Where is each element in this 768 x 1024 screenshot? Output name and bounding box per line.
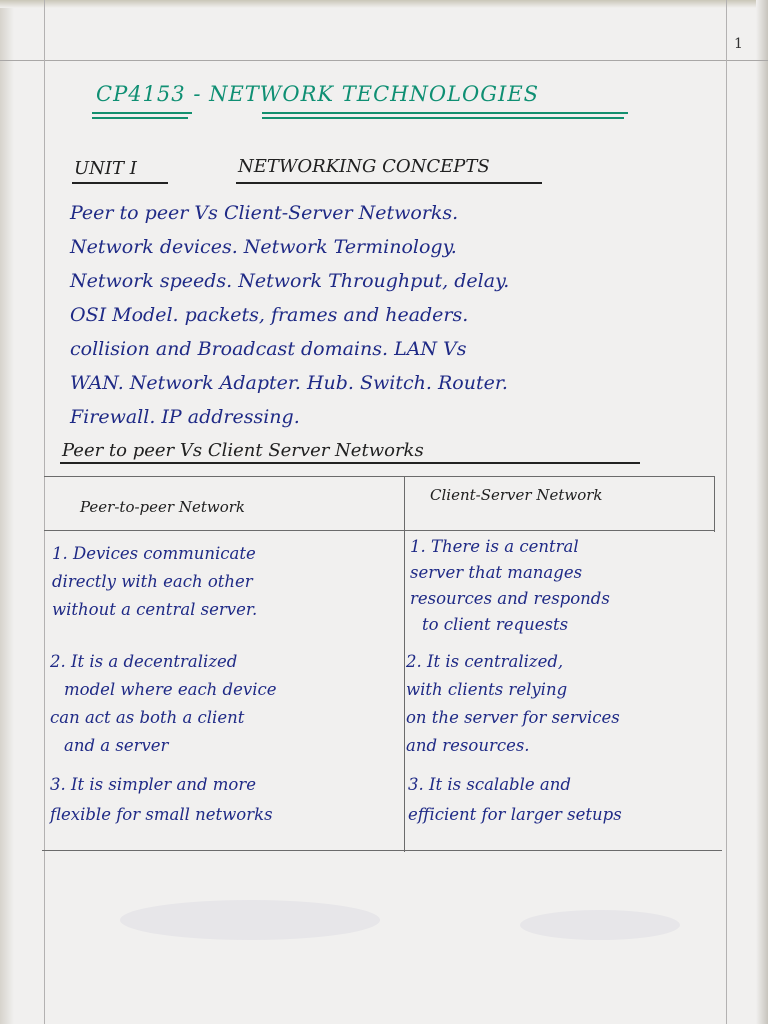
table-bottom-border [42, 850, 722, 851]
table-cell-client-server [410, 534, 610, 638]
cell-line: directly with each other [52, 572, 253, 591]
cell-line: 1. There is a central [410, 537, 579, 556]
cell-line: on the server for services [406, 708, 620, 727]
cell-line: 3. It is scalable and [408, 775, 571, 794]
cell-line: flexible for small networks [50, 805, 273, 824]
table-header-client-server: Client-Server Network [430, 486, 603, 504]
title-underline [262, 117, 624, 119]
topic-list [70, 196, 732, 434]
table-cell-client-server [408, 770, 622, 830]
unit-label-underline [72, 182, 168, 184]
table-right-border [714, 476, 715, 532]
page-edge-top [0, 0, 768, 8]
cell-line: to client requests [422, 615, 569, 634]
unit-label: UNIT I [74, 158, 137, 179]
topic-line: WAN. Network Adapter. Hub. Switch. Router. [70, 372, 508, 394]
ink-bleed-smudge [120, 900, 380, 940]
topic-line: Firewall. IP addressing. [70, 406, 300, 428]
title-underline [262, 112, 628, 114]
topic-line: Network speeds. Network Throughput, delay. [70, 270, 510, 292]
title-underline [92, 117, 188, 119]
cell-line: with clients relying [406, 680, 568, 699]
table-column-divider [404, 476, 405, 852]
top-margin-line [0, 60, 768, 61]
cell-line: can act as both a client [50, 708, 245, 727]
page-edge-left [0, 0, 14, 1024]
unit-title: NETWORKING CONCEPTS [238, 156, 490, 177]
topic-line: collision and Broadcast domains. LAN Vs [70, 338, 467, 360]
topic-line: Peer to peer Vs Client-Server Networks. [70, 202, 459, 224]
cell-line: efficient for larger setups [408, 805, 622, 824]
cell-line: 2. It is a decentralized [50, 652, 238, 671]
table-cell-peer [50, 770, 273, 830]
cell-line: without a central server. [52, 600, 258, 619]
table-top-border [44, 476, 714, 477]
table-cell-peer [50, 648, 277, 760]
unit-title-underline [236, 182, 542, 184]
left-margin-line [44, 0, 45, 1024]
table-cell-peer [52, 540, 257, 624]
ink-bleed-smudge [520, 910, 680, 940]
table-header-peer: Peer-to-peer Network [80, 498, 245, 516]
topic-line: OSI Model. packets, frames and headers. [70, 304, 469, 326]
table-header-border [44, 530, 714, 531]
table-cell-client-server [406, 648, 620, 760]
cell-line: resources and responds [410, 589, 610, 608]
cell-line: model where each device [64, 680, 277, 699]
right-margin-line [726, 0, 727, 1024]
section-heading-underline [60, 462, 640, 464]
cell-line: 2. It is centralized, [406, 652, 564, 671]
section-heading: Peer to peer Vs Client Server Networks [62, 440, 424, 461]
topic-line: Network devices. Network Terminology. [70, 236, 457, 258]
cell-line: server that manages [410, 563, 583, 582]
cell-line: 1. Devices communicate [52, 544, 256, 563]
page-title: CP4153 - NETWORK TECHNOLOGIES [96, 82, 540, 106]
cell-line: and a server [64, 736, 169, 755]
page-number: 1 [734, 36, 743, 52]
cell-line: 3. It is simpler and more [50, 775, 257, 794]
page-edge-right [756, 0, 768, 1024]
cell-line: and resources. [406, 736, 530, 755]
title-underline [92, 112, 192, 114]
